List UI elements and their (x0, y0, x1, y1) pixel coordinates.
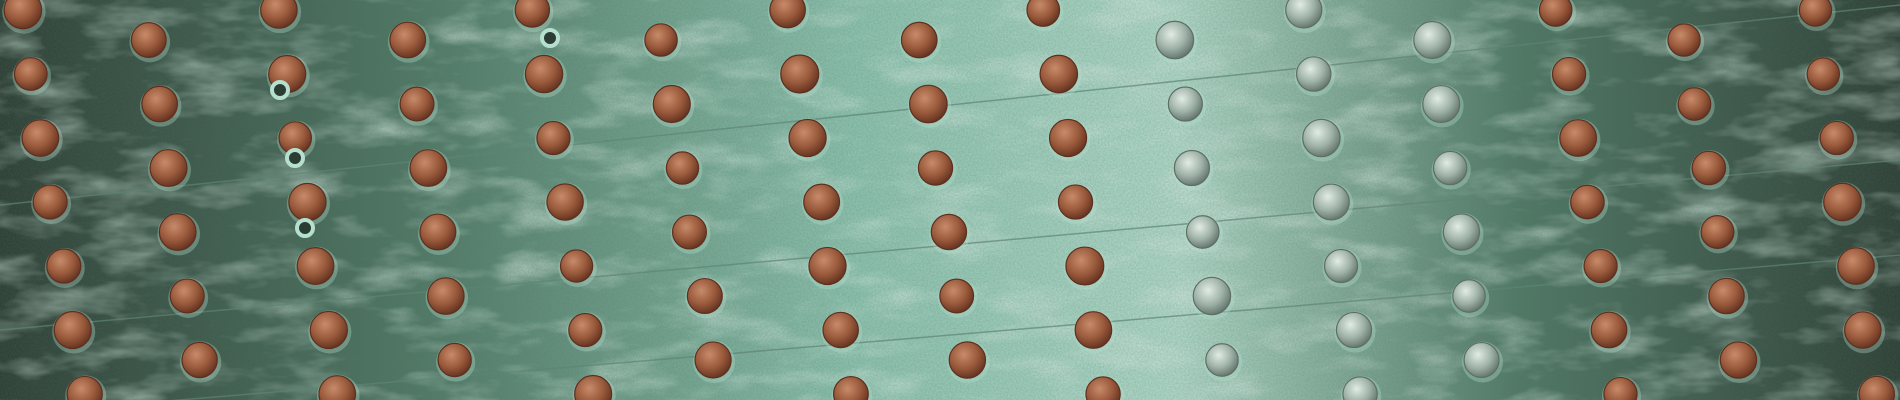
steel-rivet (1166, 86, 1206, 126)
copper-rivet (1805, 57, 1843, 95)
copper-rivet (908, 84, 952, 128)
steel-rivet (1451, 279, 1489, 317)
copper-rivet (1699, 215, 1738, 254)
copper-rivet (1056, 184, 1096, 224)
copper-rivet (129, 22, 170, 63)
copper-rivet (168, 278, 208, 318)
copper-rivet (1690, 150, 1729, 189)
copper-rivet (1589, 311, 1631, 353)
copper-rivet (1818, 120, 1857, 159)
copper-rivet (1038, 54, 1081, 97)
steel-rivet (1311, 183, 1353, 225)
copper-rivet (1707, 277, 1748, 318)
steel-rivet (1334, 311, 1375, 352)
copper-rivet (20, 119, 63, 162)
copper-rivet (31, 184, 71, 224)
steel-rivet (1323, 248, 1362, 287)
copper-rivet (426, 277, 468, 319)
copper-rivet (1582, 248, 1621, 287)
empty-rivet-hole (272, 82, 288, 98)
steel-rivet (1172, 149, 1213, 190)
copper-rivet (929, 213, 970, 254)
copper-rivet (52, 310, 95, 353)
copper-rivet (693, 341, 735, 383)
copper-rivet (1073, 311, 1116, 354)
copper-rivet (1843, 311, 1885, 353)
copper-rivet (807, 246, 850, 289)
steel-rivet (1432, 150, 1471, 189)
copper-rivet (643, 23, 681, 61)
copper-rivet (436, 342, 475, 381)
copper-rivet (1836, 247, 1878, 289)
empty-rivet-hole (542, 30, 558, 46)
copper-rivet (1676, 87, 1715, 126)
copper-rivet (899, 21, 941, 63)
copper-rivet (685, 278, 726, 319)
copper-rivet (821, 311, 862, 352)
copper-rivet (545, 183, 587, 225)
copper-rivet (802, 183, 844, 225)
copper-rivet (12, 57, 51, 96)
copper-rivet (408, 149, 451, 192)
steel-rivet (1191, 276, 1234, 319)
copper-rivet (1064, 246, 1108, 290)
copper-rivet (779, 54, 823, 98)
copper-rivet (1550, 56, 1589, 95)
steel-rivet (1412, 21, 1455, 64)
copper-rivet (671, 214, 711, 254)
steel-rivet (1462, 342, 1503, 383)
steel-rivet (1295, 56, 1335, 96)
copper-rivet (938, 278, 978, 318)
copper-rivet (140, 85, 182, 127)
copper-rivet (787, 118, 830, 161)
copper-rivet (398, 86, 438, 126)
steel-rivet (1154, 20, 1198, 64)
copper-rivet (1558, 119, 1601, 162)
copper-rivet (157, 213, 200, 256)
copper-rivet (916, 150, 956, 190)
copper-rivet (664, 151, 702, 189)
copper-rivet (1718, 341, 1760, 383)
copper-rivet (388, 21, 430, 63)
copper-rivet (535, 120, 574, 159)
copper-rivet (295, 247, 338, 290)
copper-rivet (651, 84, 694, 127)
copper-rivet (567, 312, 606, 351)
copper-rivet (1569, 184, 1608, 223)
steel-rivet (1441, 213, 1483, 255)
copper-rivet (947, 341, 989, 383)
copper-rivet (1822, 182, 1865, 225)
empty-rivet-hole (297, 220, 313, 236)
copper-rivet (45, 248, 85, 288)
copper-rivet (558, 249, 596, 287)
copper-rivet (148, 149, 191, 192)
copper-rivet (308, 310, 351, 353)
copper-rivet (1666, 23, 1704, 61)
steel-rivet (1301, 118, 1344, 161)
empty-rivet-hole (287, 150, 303, 166)
copper-rivet (523, 54, 566, 97)
steel-rivet (1421, 85, 1464, 128)
copper-rivet (418, 213, 460, 255)
copper-rivet (180, 341, 221, 382)
steel-rivet (1184, 215, 1223, 254)
copper-rivet (1048, 118, 1091, 161)
steel-rivet (1204, 343, 1242, 381)
